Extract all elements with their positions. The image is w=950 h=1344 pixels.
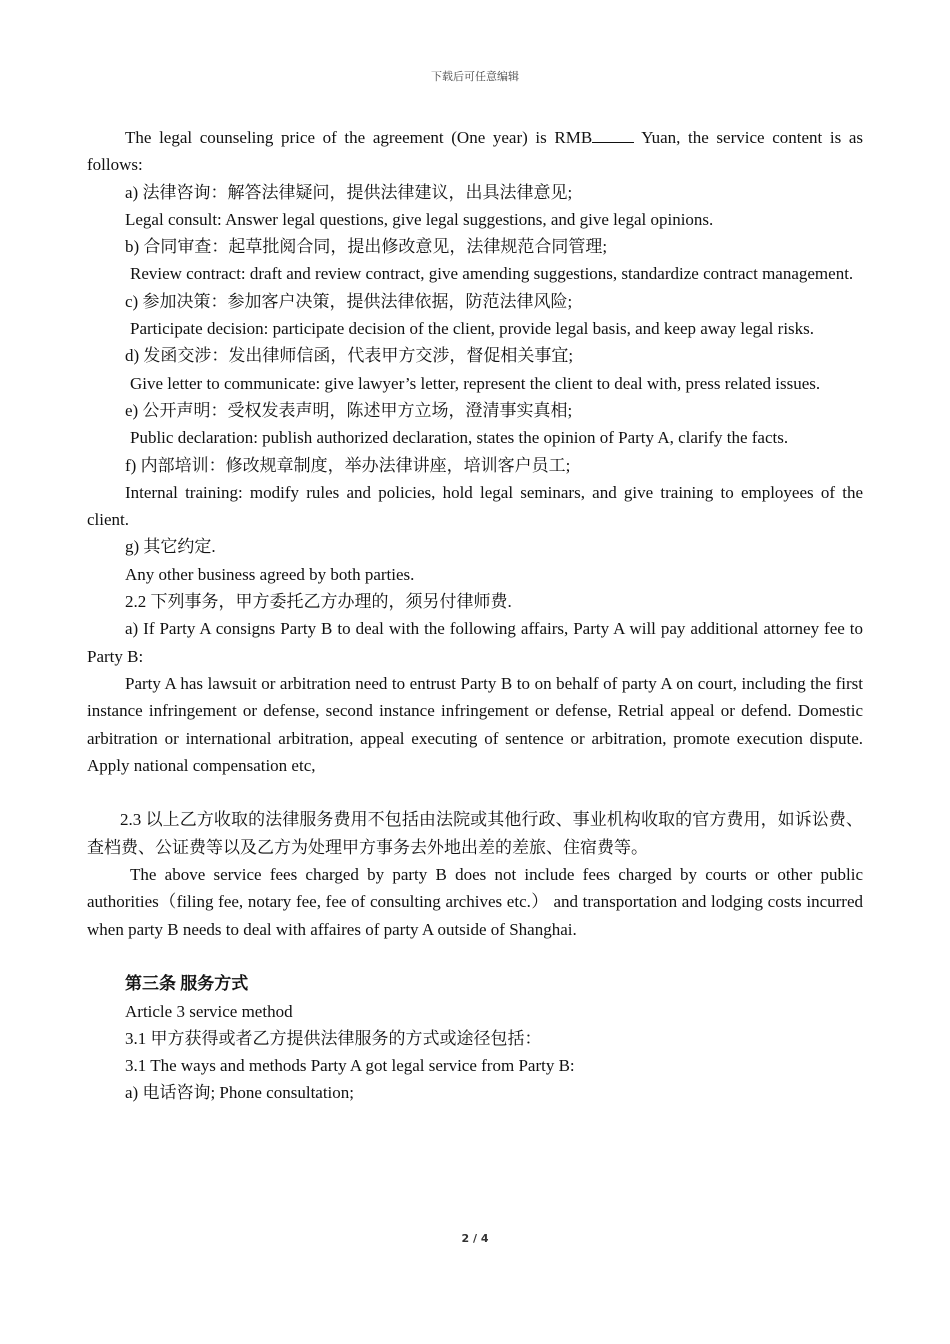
paragraph: 3.1 甲方获得或者乙方提供法律服务的方式或途径包括： [125,1028,542,1048]
paragraph: a) 电话咨询; Phone consultation; [125,1083,355,1103]
paragraph: d) 发函交涉：发出律师信函，代表甲方交涉，督促相关事宜; [125,346,574,366]
paragraph-gap [87,943,863,970]
paragraph: 2.3 以上乙方收取的法律服务费用不包括由法院或其他行政、事业机构收取的官方费用，如诉讼费、查档费、公证费等以及乙方为处理甲方事务去外地出差的差旅、住宿费等。 [87,810,863,857]
paragraph: Review contract: draft and review contract, give amending suggestions, standardize contract management. [130,264,854,284]
paragraph: Party A has lawsuit or arbitration need to entrust Party B to on behalf of party A on court, including the first instance infringement or defense, second instance infringement or defense, Retrial appeal or defend. Domestic arbitration or international arbitration, appeal executing of sentence or arbitration, promote execution dispute. Apply national compensation etc, [87,673,863,775]
paragraph: Legal consult: Answer legal questions, give legal suggestions, and give legal opinions. [125,209,714,229]
paragraph: Public declaration: publish authorized declaration, states the opinion of Party A, clarify the facts. [130,428,789,448]
paragraph: Give letter to communicate: give lawyer’s letter, represent the client to deal with, press related issues. [130,373,821,393]
paragraph-price [87,124,863,179]
paragraph: e) 公开声明：受权发表声明，陈述甲方立场，澄清事实真相; [125,400,573,420]
price-blank-line [592,127,634,143]
price-text-after: Yuan, the service content is as follows: [87,128,864,175]
paragraph: 2.2 下列事务，甲方委托乙方办理的，须另付律师费. [125,592,512,612]
paragraph: The above service fees charged by party B does not include fees charged by courts or other public authorities（filing fee, notary fee, fee of consulting archives etc.） and transportation and lodging costs incurred when party B needs to deal with affaires of party A outside of Shanghai. [87,865,863,939]
paragraph: a) If Party A consigns Party B to deal with the following affairs, Party A will pay additional attorney fee to Party B: [87,619,863,666]
paragraph-gap [87,779,863,806]
paragraph: Any other business agreed by both parties. [125,564,415,584]
paragraph: Internal training: modify rules and policies, hold legal seminars, and give training to employees of the client. [87,482,863,530]
paragraph: Article 3 service method [125,1001,293,1021]
page-header: 下载后可任意编辑 [431,70,519,83]
document-body [87,124,863,1107]
page-number: 2 / 4 [461,1232,489,1245]
price-text-before: The legal counseling price of the agreement (One year) is RMB [125,128,593,147]
paragraph: 3.1 The ways and methods Party A got legal service from Party B: [125,1056,575,1076]
paragraph: c) 参加决策：参加客户决策，提供法律依据，防范法律风险; [125,291,573,311]
section-heading: 第三条 服务方式 [125,974,249,994]
paragraph: Participate decision: participate decision of the client, provide legal basis, and keep away legal risks. [130,319,815,339]
paragraph: b) 合同审查：起草批阅合同，提出修改意见，法律规范合同管理; [125,237,608,257]
paragraph: a) 法律咨询：解答法律疑问，提供法律建议，出具法律意见; [125,182,573,202]
paragraph: g) 其它约定. [125,537,216,557]
paragraph: f) 内部培训：修改规章制度，举办法律讲座，培训客户员工; [125,455,571,475]
